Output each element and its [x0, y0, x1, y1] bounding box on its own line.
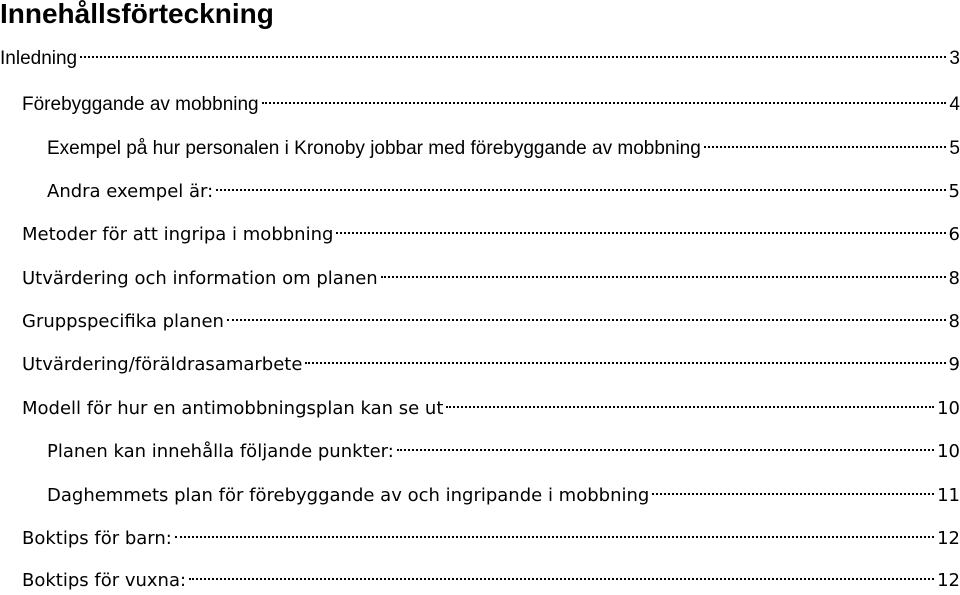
toc-entry-page[interactable]: 9 — [948, 354, 960, 375]
toc-entry-boktips-barn[interactable] — [22, 516, 960, 549]
toc-leader — [175, 516, 934, 544]
toc-entry-page[interactable]: 12 — [937, 528, 960, 549]
toc-entry-gruppspecifika[interactable] — [22, 299, 960, 332]
toc-leader — [336, 212, 945, 240]
toc-entry-page[interactable]: 10 — [937, 441, 960, 462]
toc-leader — [704, 126, 947, 154]
toc-entry-page[interactable]: 8 — [948, 268, 960, 289]
toc-leader — [262, 82, 947, 110]
toc-entry-forebyggande[interactable] — [22, 82, 960, 115]
toc-entry-page[interactable]: 6 — [948, 224, 960, 245]
toc-entry-text[interactable]: Boktips för vuxna: — [22, 570, 187, 591]
toc-entry-page[interactable]: 11 — [937, 485, 960, 506]
toc-entry-metoder[interactable] — [22, 212, 960, 245]
toc-entry-page[interactable]: 12 — [937, 570, 960, 591]
toc-entry-text[interactable]: Planen kan innehålla följande punkter: — [47, 441, 394, 462]
toc-leader — [216, 169, 945, 197]
toc-leader — [80, 36, 946, 64]
toc-entry-inledning[interactable] — [0, 36, 960, 69]
toc-leader — [397, 429, 934, 457]
toc-heading: Innehållsförteckning — [0, 0, 274, 29]
toc-entry-text[interactable]: Utvärdering/föräldrasamarbete — [22, 354, 303, 375]
toc-entry-foraldrasamarbete[interactable] — [22, 342, 960, 375]
toc-leader — [381, 256, 946, 284]
toc-entry-text[interactable]: Metoder för att ingripa i mobbning — [22, 224, 334, 245]
toc-entry-text[interactable]: Förebyggande av mobbning — [22, 94, 259, 115]
toc-leader — [305, 342, 945, 370]
toc-entry-page[interactable]: 4 — [949, 94, 960, 115]
toc-entry-text[interactable]: Boktips för barn: — [22, 528, 172, 549]
toc-entry-andra-exempel[interactable] — [47, 169, 960, 202]
toc-entry-page[interactable]: 10 — [937, 398, 960, 419]
toc-entry-planen-punkter[interactable] — [47, 429, 960, 462]
toc-entry-boktips-vuxna[interactable] — [22, 558, 960, 591]
toc-entry-text[interactable]: Exempel på hur personalen i Kronoby jobbar med förebyggande av mobbning — [47, 138, 701, 159]
toc-entry-utvardering-information[interactable] — [22, 256, 960, 289]
toc-entry-text[interactable]: Gruppspecifika planen — [22, 311, 224, 332]
toc-entry-page[interactable]: 3 — [949, 48, 960, 69]
toc-leader — [227, 299, 946, 327]
toc-entry-daghemmets-plan[interactable] — [47, 473, 960, 506]
toc-entry-page[interactable]: 5 — [949, 138, 960, 159]
toc-leader — [652, 473, 934, 501]
toc-entry-text[interactable]: Modell för hur en antimobbningsplan kan se ut — [22, 398, 444, 419]
toc-entry-text[interactable]: Andra exempel är: — [47, 181, 214, 202]
toc-entry-text[interactable]: Utvärdering och information om planen — [22, 268, 378, 289]
toc-entry-text[interactable]: Inledning — [0, 48, 78, 69]
toc-entry-page[interactable]: 8 — [948, 311, 960, 332]
toc-entry-page[interactable]: 5 — [948, 181, 960, 202]
toc-leader — [446, 386, 934, 414]
toc-entry-modell[interactable] — [22, 386, 960, 419]
toc-entry-exempel-kronoby[interactable] — [47, 126, 960, 159]
toc-entry-text[interactable]: Daghemmets plan för förebyggande av och ingripande i mobbning — [47, 485, 650, 506]
toc-leader — [189, 558, 934, 586]
